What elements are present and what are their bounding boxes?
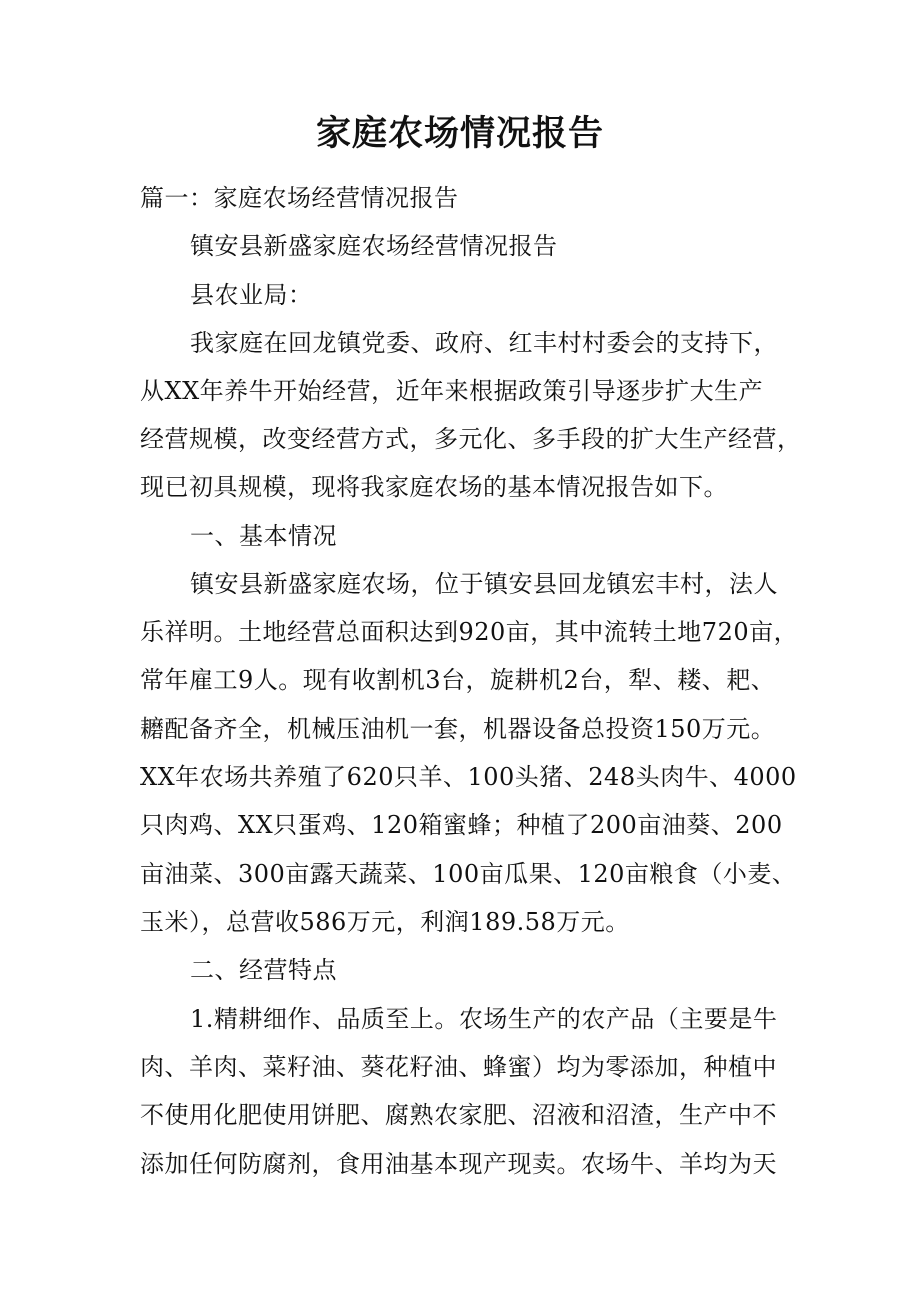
paragraph-line: 经营规模，改变经营方式，多元化、多手段的扩大生产经营， [140,425,802,453]
paragraph-line: XX年农场共养殖了620只羊、100头猪、248头肉牛、4000 [140,763,797,791]
subheading-features: 二、经营特点 [190,956,337,984]
document-title: 家庭农场情况报告 [315,113,604,154]
paragraph-line: 镇安县新盛家庭农场，位于镇安县回龙镇宏丰村，法人 [190,570,778,598]
subheading-basic: 一、基本情况 [190,522,337,550]
report-subtitle: 镇安县新盛家庭农场经营情况报告 [190,232,558,260]
paragraph-line: 常年雇工9人。现有收割机3台，旋耕机2台，犁、耧、耙、 [140,666,776,694]
paragraph-line: 添加任何防腐剂，食用油基本现产现卖。农场牛、羊均为天 [140,1150,777,1178]
paragraph-line: 只肉鸡、XX只蛋鸡、120箱蜜蜂；种植了200亩油葵、200 [140,811,783,839]
paragraph-line: 玉米），总营收586万元，利润189.58万元。 [140,908,630,936]
paragraph-line: 不使用化肥使用饼肥、腐熟农家肥、沼液和沼渣，生产中不 [140,1101,777,1129]
paragraph-line: 肉、羊肉、菜籽油、葵花籽油、蜂蜜）均为零添加，种植中 [140,1053,777,1081]
addressee: 县农业局： [190,281,313,309]
paragraph-line: 耱配备齐全，机械压油机一套，机器设备总投资150万元。 [140,715,776,743]
paragraph-line: 亩油菜、300亩露天蔬菜、100亩瓜果、120亩粮食（小麦、 [140,860,797,888]
paragraph-line: 从XX年养牛开始经营，近年来根据政策引导逐步扩大生产 [140,377,764,405]
paragraph-line: 我家庭在回龙镇党委、政府、红丰村村委会的支持下， [190,329,778,357]
section-heading: 篇一：家庭农场经营情况报告 [140,184,459,212]
paragraph-line: 乐祥明。土地经营总面积达到920亩，其中流转土地720亩， [140,618,799,646]
paragraph-line: 现已初具规模，现将我家庭农场的基本情况报告如下。 [140,473,728,501]
paragraph-line: 1.精耕细作、品质至上。农场生产的农产品（主要是牛 [190,1005,778,1033]
